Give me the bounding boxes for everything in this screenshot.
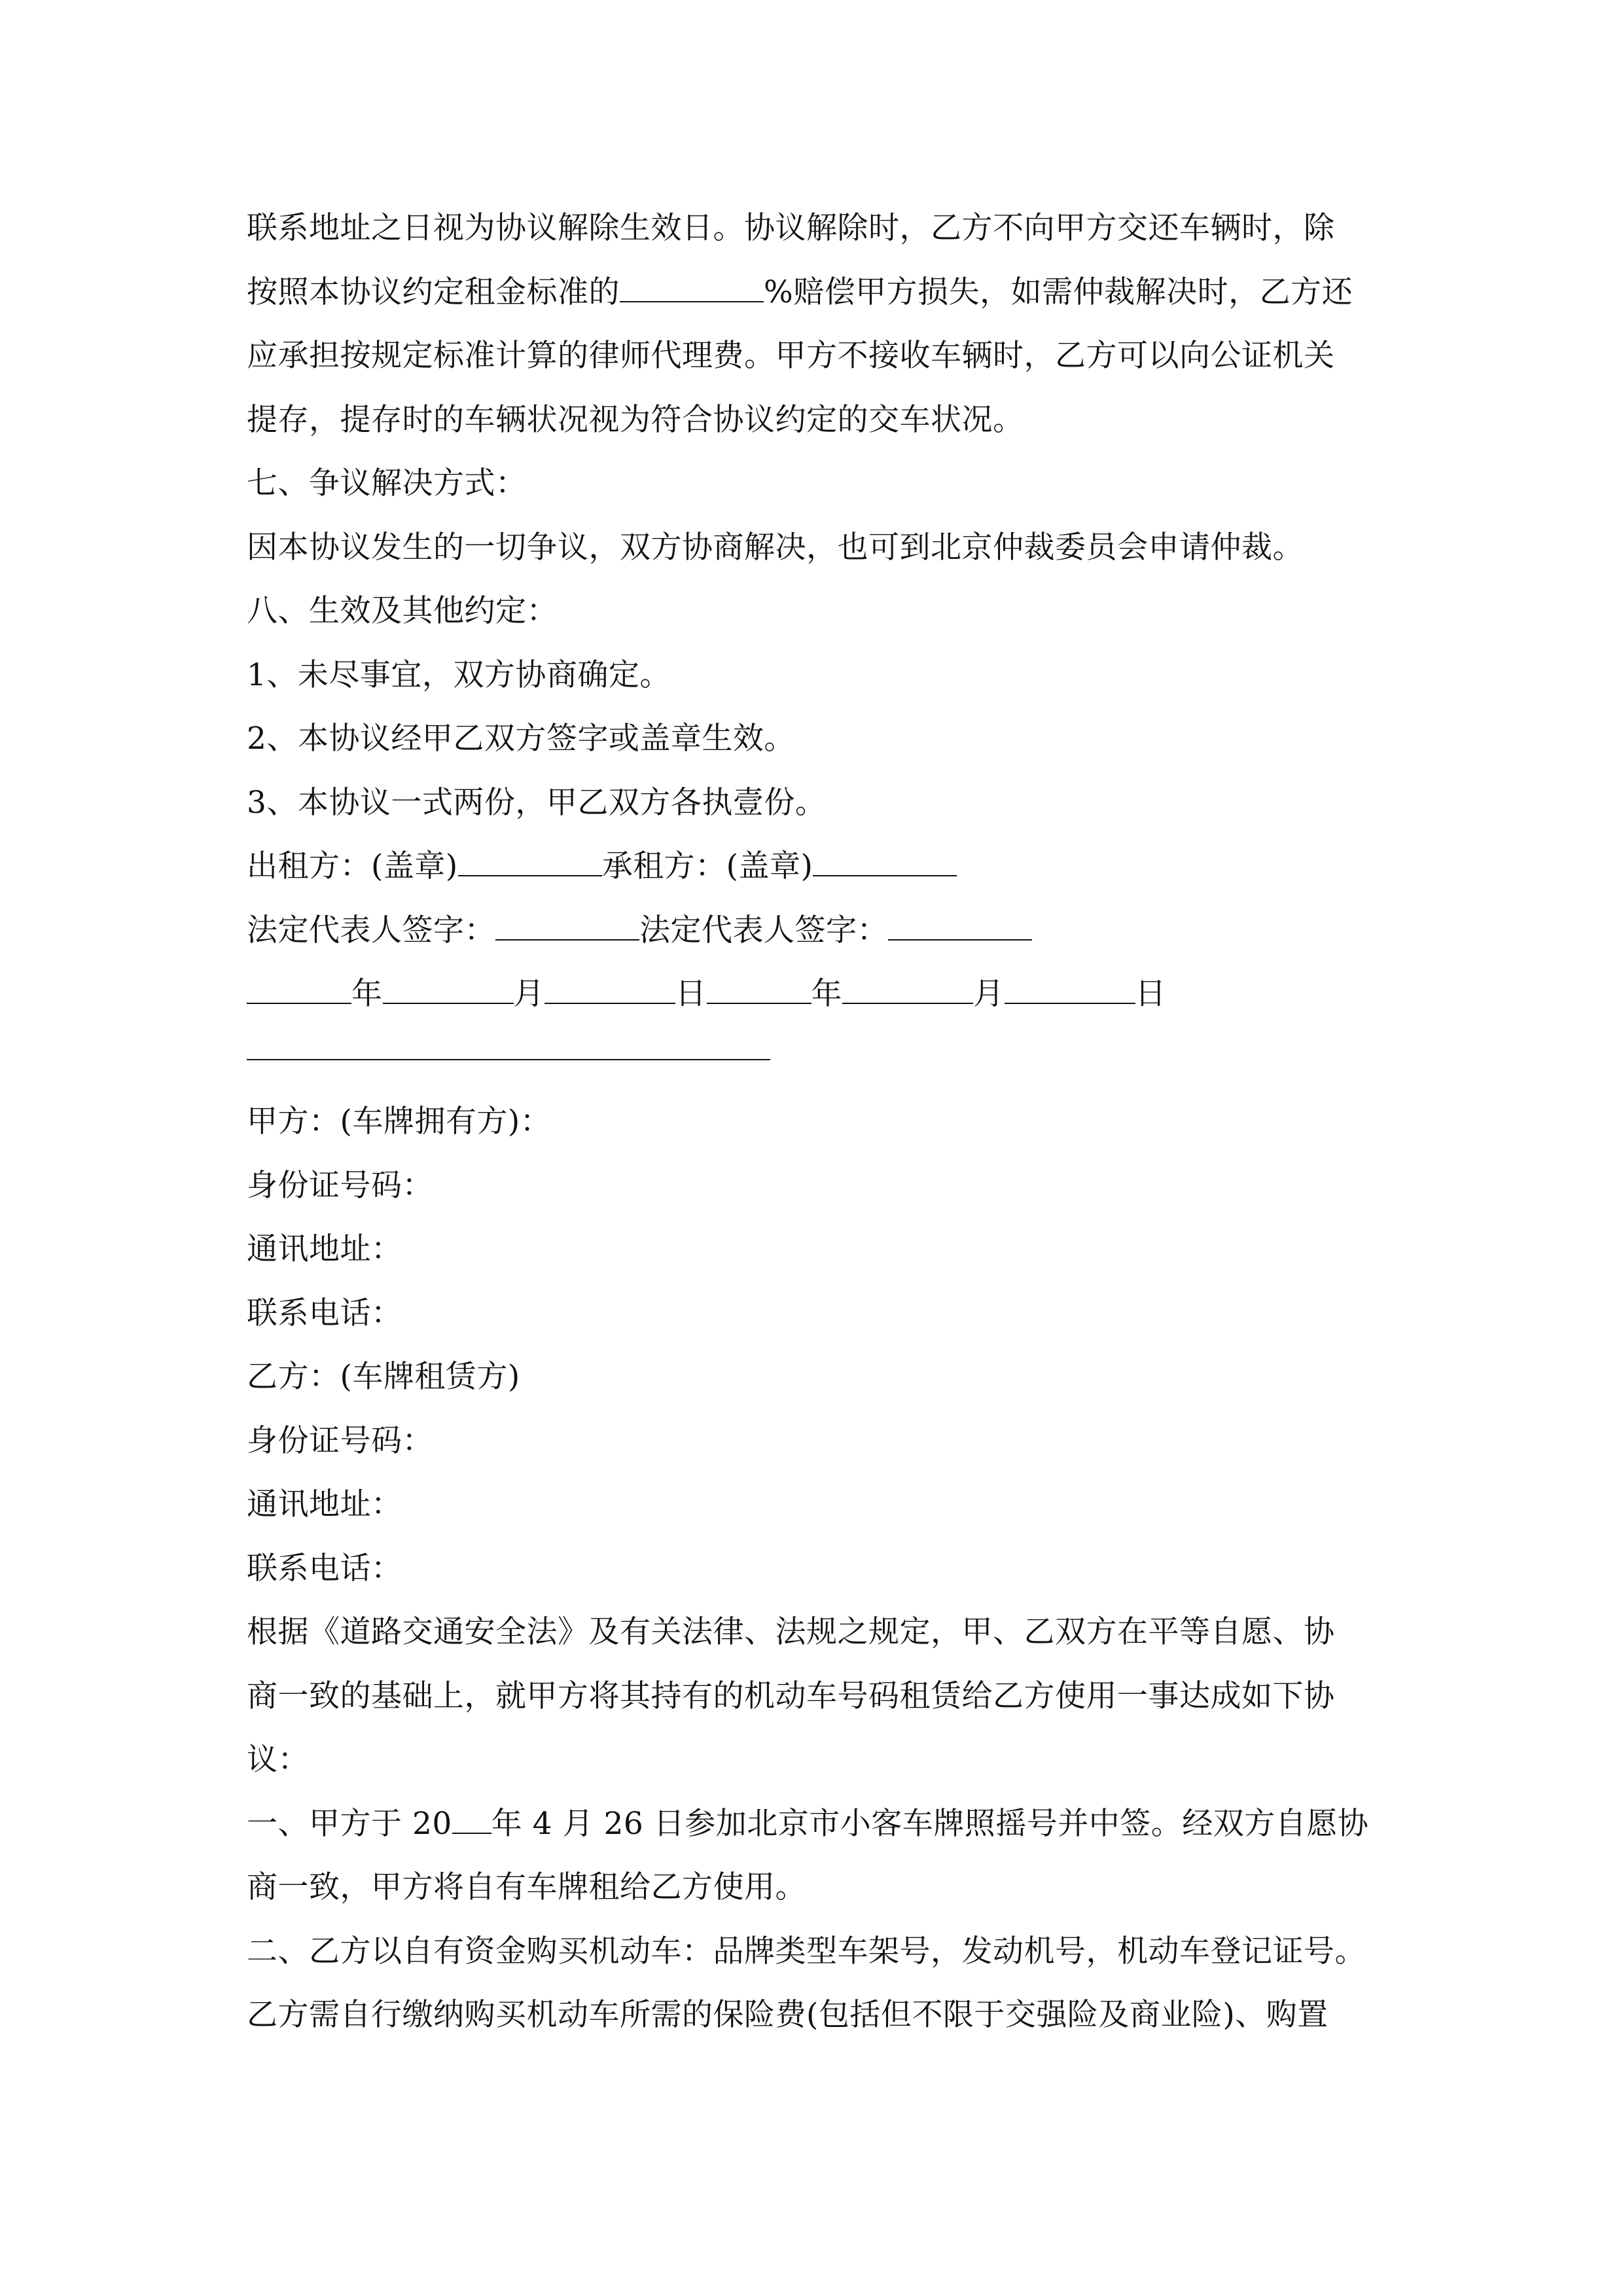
text-fragment: 一、甲方于 20 <box>247 1805 452 1842</box>
party-a-address-label: 通讯地址： <box>247 1231 402 1267</box>
fill-blank <box>452 1806 491 1834</box>
document-body <box>247 196 1379 2047</box>
fill-blank <box>813 849 957 876</box>
fill-blank <box>495 913 639 941</box>
list-item: 2、本协议经甲乙双方签字或盖章生效。 <box>247 721 795 757</box>
text-line: 因本协议发生的一切争议，双方协商解决，也可到北京仲裁委员会申请仲裁。 <box>247 529 1304 565</box>
lessor-label: 出租方：(盖章) <box>247 848 458 884</box>
text-line: 根据《道路交通安全法》及有关法律、法规之规定，甲、乙双方在平等自愿、协 <box>247 1614 1335 1650</box>
rep-label: 法定代表人签字： <box>639 912 888 948</box>
text-line: 联系地址之日视为协议解除生效日。协议解除时，乙方不向甲方交还车辆时，除 <box>247 210 1335 246</box>
list-item: 1、未尽事宜，双方协商确定。 <box>247 656 671 693</box>
rep-label: 法定代表人签字： <box>247 912 495 948</box>
text-line <box>247 260 1379 325</box>
fill-blank <box>247 977 351 1004</box>
day-label: 日 <box>1135 976 1166 1012</box>
section-heading: 八、生效及其他约定： <box>247 593 558 629</box>
fill-blank <box>458 849 602 876</box>
month-label: 月 <box>513 976 544 1012</box>
section-heading: 七、争议解决方式： <box>247 465 527 501</box>
text-fragment: 年 4 月 26 日参加北京市小客车牌照摇号并中签。经双方自愿协 <box>491 1805 1369 1842</box>
text-line: 应承担按规定标准计算的律师代理费。甲方不接收车辆时，乙方可以向公证机关 <box>247 338 1335 374</box>
party-b-id-label: 身份证号码： <box>247 1422 433 1459</box>
day-label: 日 <box>675 976 707 1012</box>
text-line: 议： <box>247 1742 309 1778</box>
party-b-address-label: 通讯地址： <box>247 1486 402 1522</box>
year-label: 年 <box>351 976 383 1012</box>
text-fragment: %赔偿甲方损失，如需仲裁解决时，乙方还 <box>764 274 1353 310</box>
text-line: 商一致，甲方将自有车牌租给乙方使用。 <box>247 1869 806 1905</box>
clause-line: 二、乙方以自有资金购买机动车：品牌类型车架号，发动机号，机动车登记证号。 <box>247 1933 1366 1969</box>
text-fragment: 按照本协议约定租金标准的 <box>247 274 620 310</box>
date-line <box>247 962 1379 1026</box>
party-b-title: 乙方：(车牌租赁方) <box>247 1359 520 1395</box>
fill-blank <box>544 977 675 1004</box>
year-label: 年 <box>811 976 842 1012</box>
lessee-label: 承租方：(盖章) <box>601 848 813 884</box>
fill-blank <box>620 275 764 302</box>
fill-blank <box>383 977 514 1004</box>
signature-line-seal <box>247 834 1379 899</box>
divider-rule <box>247 1059 770 1060</box>
signature-line-representative <box>247 899 1379 963</box>
party-b-phone-label: 联系电话： <box>247 1550 402 1587</box>
party-a-id-label: 身份证号码： <box>247 1167 433 1204</box>
fill-blank <box>888 913 1032 941</box>
fill-blank <box>1005 977 1135 1004</box>
text-line: 乙方需自行缴纳购买机动车所需的保险费(包括但不限于交强险及商业险)、购置 <box>247 1997 1329 2033</box>
party-a-title: 甲方：(车牌拥有方)： <box>247 1103 552 1139</box>
fill-blank <box>842 977 973 1004</box>
fill-blank <box>707 977 812 1004</box>
party-a-phone-label: 联系电话： <box>247 1295 402 1331</box>
clause-line <box>247 1792 1379 1856</box>
text-line: 商一致的基础上，就甲方将其持有的机动车号码租赁给乙方使用一事达成如下协 <box>247 1677 1335 1714</box>
month-label: 月 <box>973 976 1005 1012</box>
text-line: 提存，提存时的车辆状况视为符合协议约定的交车状况。 <box>247 401 1024 438</box>
list-item: 3、本协议一式两份，甲乙双方各执壹份。 <box>247 784 827 821</box>
section-divider <box>247 1026 1379 1090</box>
